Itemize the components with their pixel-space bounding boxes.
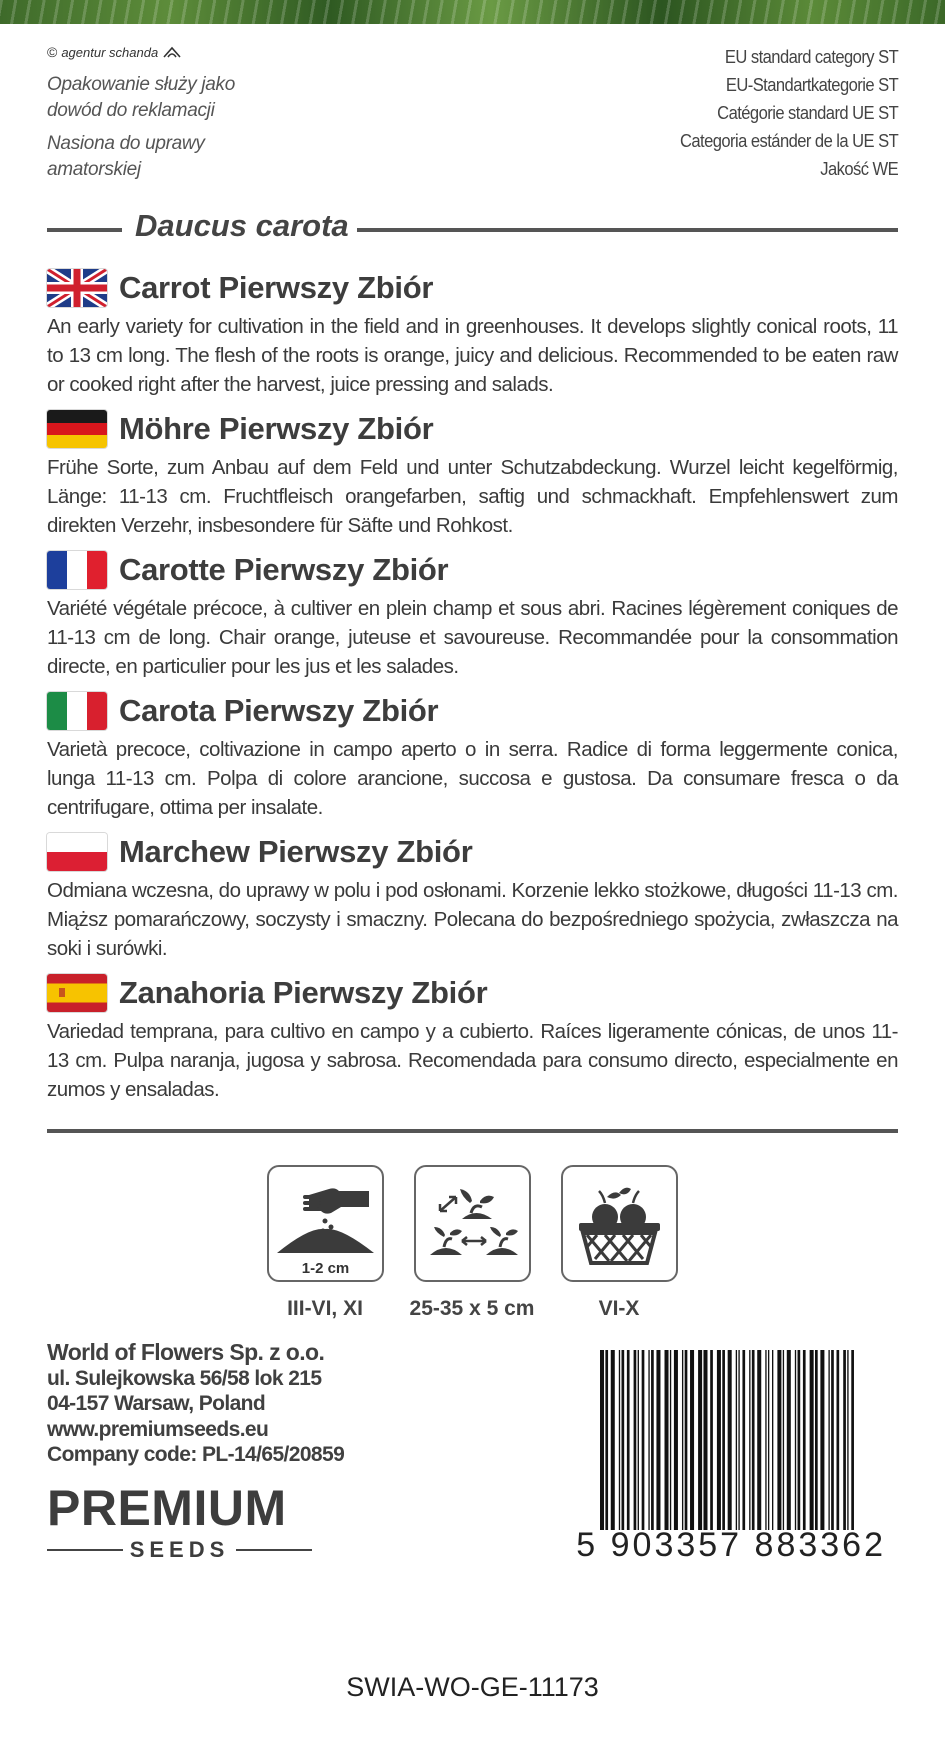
company-info [47, 1340, 344, 1468]
barcode-bar [634, 1350, 637, 1530]
spacing-tile [414, 1165, 531, 1282]
section-english [47, 268, 898, 399]
barcode-bar [752, 1350, 755, 1530]
complaint-note [47, 72, 235, 124]
barcode-bar [837, 1350, 840, 1530]
barcode-bar [665, 1350, 669, 1530]
company-city: 04-157 Warsaw, Poland [47, 1392, 266, 1415]
company-street: ul. Sulejkowska 56/58 lok 215 [47, 1366, 322, 1390]
barcode-bar [851, 1350, 854, 1530]
sowing-tile [267, 1165, 384, 1282]
barcode-bar [600, 1350, 604, 1530]
harvest-period: VI-X [598, 1297, 640, 1320]
brand-line-1: PREMIUM [47, 1480, 287, 1536]
barcode-bar [803, 1350, 806, 1530]
barcode-bar [728, 1350, 732, 1530]
complaint-note-line-2: dowód do reklamacji [47, 100, 215, 121]
section-french [47, 550, 898, 681]
plant-spacing: 25-35 x 5 cm [409, 1297, 535, 1320]
barcode-bar [651, 1350, 654, 1530]
barcode-bar [828, 1350, 829, 1530]
barcode-bar [690, 1350, 694, 1530]
barcode-bar [757, 1350, 761, 1530]
section-description: An early variety for cultivation in the field and in greenhouses. It develops slightly conical roots, 11 to 13 cm long. The flesh of the roots is orange, juicy and delicious. Recommended to be eaten raw or cooked right after the harvest, juice pressing and salads. [47, 315, 898, 396]
spanish-flag-icon [47, 974, 107, 1012]
ean-barcode [570, 1350, 888, 1562]
barcode-bar [642, 1350, 645, 1530]
german-flag-icon [47, 410, 107, 448]
amateur-note-line-2: amatorskiej [47, 159, 141, 180]
barcode-digits: 5 903357 883362 [576, 1526, 886, 1564]
barcode-bar [798, 1350, 801, 1530]
copyright-symbol: © [47, 44, 58, 60]
section-title: Carota Pierwszy Zbiór [119, 693, 439, 728]
rule-right [357, 228, 898, 232]
section-description: Varietà precoce, coltivazione in campo aperto o in serra. Radice di forma leggermente conica, lunga 11-13 cm. Polpa di colore arancione, succosa e gustosa. Da consumare fresca o da centrifugare, ottima per insalate. [47, 738, 898, 819]
section-title: Zanahoria Pierwszy Zbiór [119, 975, 488, 1010]
standard-de: EU-Standartkategorie ST [725, 75, 898, 95]
company-code: Company code: PL-14/65/20859 [47, 1443, 345, 1466]
uk-flag-icon [47, 269, 107, 307]
section-divider [47, 1129, 898, 1133]
barcode-bar [847, 1350, 848, 1530]
section-description: Frühe Sorte, zum Anbau auf dem Feld und unter Schutzabdeckung. Wurzel leicht kegelförmig, Länge: 11-13 cm. Fruchtfleisch orangefarben, saftig und schmackhaft. Empfehlenswert zum direkten Verzehr, insbesondere für Säfte und Rohkost. [47, 456, 898, 537]
barcode-bar [787, 1350, 791, 1530]
barcode-bar [698, 1350, 702, 1530]
barcode-bar [611, 1350, 615, 1530]
brand-line-2: SEEDS [129, 1537, 230, 1562]
barcode-bar [765, 1350, 766, 1530]
section-title: Carotte Pierwszy Zbiór [119, 552, 449, 587]
rule-left [47, 228, 122, 232]
amateur-note [47, 131, 205, 183]
copyright-line [47, 44, 182, 60]
section-description: Odmiana wczesna, do uprawy w polu i pod osłonami. Korzenie lekko stożkowe, długości 11-13 cm. Miąższ pomarańczowy, soczysty i smaczny. Polecana do bezpośredniego spożycia, zwłaszcza na soki i surówki. [47, 879, 898, 960]
barcode-bar [843, 1350, 846, 1530]
agency-logo-icon [162, 45, 182, 59]
sowing-period: III-VI, XI [287, 1297, 363, 1320]
standard-category-list [680, 43, 898, 183]
brand-rule-right [236, 1549, 312, 1551]
barcode-bar [622, 1350, 625, 1530]
barcode-bar [795, 1350, 796, 1530]
barcode-bar [736, 1350, 737, 1530]
barcode-bar [638, 1350, 639, 1530]
company-name: World of Flowers Sp. z o.o. [47, 1339, 325, 1365]
section-description: Variété végétale précoce, à cultiver en plein champ et sous abri. Racines légèrement coniques de 11-13 cm de long. Chair orange, juteuse et savoureuse. Recommandée pour la consommation directe, en particulier pour les jus et les salades. [47, 597, 898, 678]
barcode-bar [820, 1350, 824, 1530]
section-title: Marchew Pierwszy Zbiór [119, 834, 473, 869]
barcode-bar [815, 1350, 818, 1530]
barcode-bar [749, 1350, 750, 1530]
section-polish [47, 832, 898, 963]
barcode-bar [772, 1350, 773, 1530]
barcode-bar [605, 1350, 608, 1530]
barcode-bar [682, 1350, 683, 1530]
polish-flag-icon [47, 833, 107, 871]
barcode-bar [656, 1350, 660, 1530]
standard-en: EU standard category ST [724, 47, 898, 67]
barcode-bar [810, 1350, 814, 1530]
standard-es: Categoria estánder de la UE ST [679, 131, 898, 151]
standard-fr: Catégorie standard UE ST [717, 103, 898, 123]
top-photo-strip [0, 0, 945, 24]
barcode-bar [831, 1350, 834, 1530]
barcode-bar [648, 1350, 649, 1530]
barcode-bar [783, 1350, 784, 1530]
barcode-bar [742, 1350, 745, 1530]
section-description: Variedad temprana, para cultivo en campo y a cubierto. Raíces ligeramente cónicas, de unos 11-13 cm. Pulpa naranja, jugosa y sabrosa. Recomendada para consumo directo, especialmente en zumos y ensaladas. [47, 1020, 898, 1101]
section-spanish [47, 973, 898, 1104]
barcode-bar [685, 1350, 688, 1530]
french-flag-icon [47, 551, 107, 589]
italian-flag-icon [47, 692, 107, 730]
barcode-bar [703, 1350, 707, 1530]
harvest-basket-icon [563, 1167, 676, 1280]
barcode-bar [777, 1350, 781, 1530]
section-title: Carrot Pierwszy Zbiór [119, 270, 434, 305]
latin-name: Daucus carota [135, 208, 349, 243]
barcode-bar [674, 1350, 678, 1530]
barcode-bar [717, 1350, 721, 1530]
section-italian [47, 691, 898, 822]
barcode-bar [768, 1350, 769, 1530]
sowing-depth-label: 1-2 cm [301, 1260, 350, 1277]
barcode-bar [710, 1350, 713, 1530]
premium-seeds-logo [47, 1480, 312, 1563]
product-code: SWIA-WO-GE-11173 [346, 1672, 599, 1702]
barcode-bar [722, 1350, 725, 1530]
plant-spacing-icon [416, 1167, 529, 1280]
copyright-text: agentur schanda [61, 44, 159, 60]
harvest-tile [561, 1165, 678, 1282]
section-german [47, 409, 898, 540]
section-title: Möhre Pierwszy Zbiór [119, 411, 434, 446]
barcode-bar [670, 1350, 671, 1530]
barcode-bars [600, 1350, 858, 1530]
barcode-bar [619, 1350, 620, 1530]
complaint-note-line-1: Opakowanie służy jako [47, 74, 236, 95]
amateur-note-line-1: Nasiona do uprawy [47, 133, 205, 154]
latin-name-heading [47, 208, 898, 248]
company-website[interactable]: www.premiumseeds.eu [47, 1417, 269, 1441]
standard-pl: Jakość WE [820, 159, 898, 179]
barcode-bar [627, 1350, 630, 1530]
barcode-bar [738, 1350, 739, 1530]
